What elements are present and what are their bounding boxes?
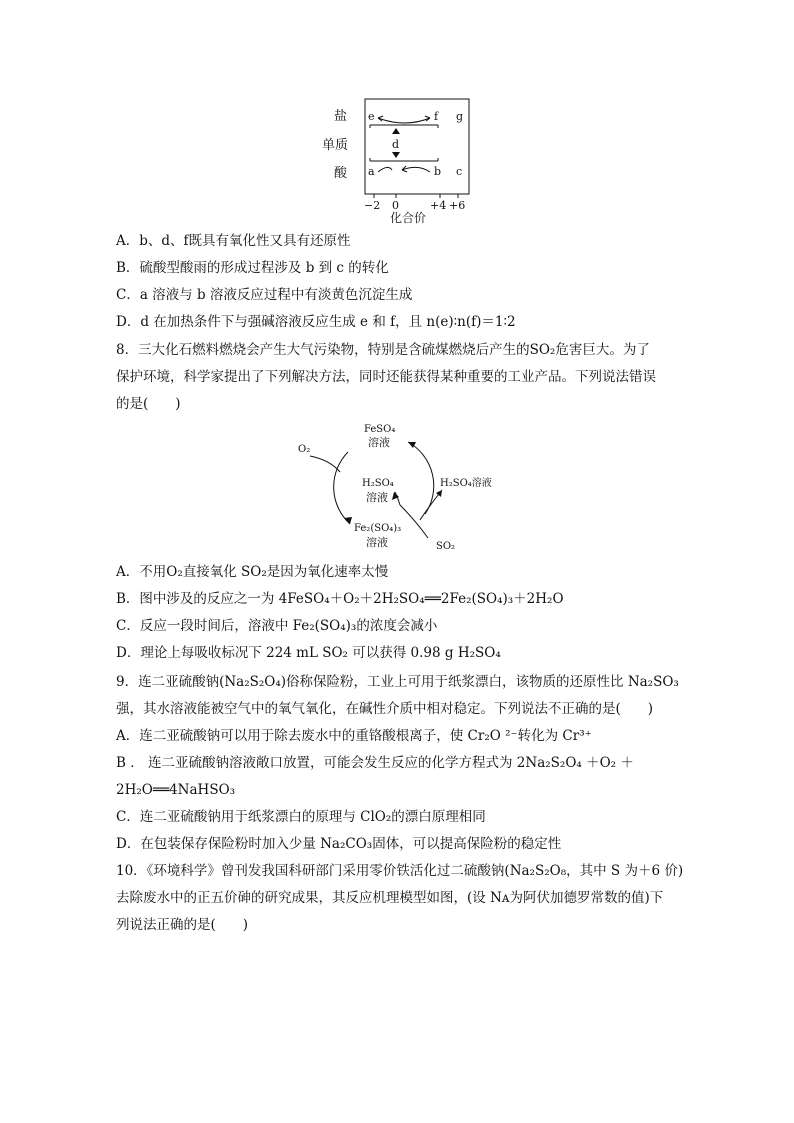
point-d: d — [392, 138, 400, 151]
x-axis-label: 化合价 — [390, 211, 427, 225]
point-g: g — [456, 110, 464, 123]
fig2-so2: SO₂ — [436, 541, 456, 552]
q7-option-b: B．硫酸型酸雨的形成过程涉及 b 到 c 的转化 — [116, 260, 389, 276]
q9-stem-line-2: 强，其水溶液能被空气中的氧气氧化，在碱性介质中相对稳定。下列说法不正确的是( ) — [116, 701, 654, 717]
q8-option-d: D．理论上每吸收标况下 224 mL SO₂ 可以获得 0.98 g H₂SO₄ — [116, 645, 501, 661]
q10-stem-line-2: 去除废水中的正五价砷的研究成果，其反应机理模型如图，(设 Nᴀ为阿伏加德罗常数的值)下 — [116, 890, 664, 906]
point-e: e — [368, 110, 375, 123]
fig2-feso4: FeSO₄ — [364, 424, 396, 435]
q8-option-c: C．反应一段时间后，溶液中 Fe₂(SO₄)₃的浓度会减小 — [116, 618, 438, 634]
q8-stem-line-3: 的是( ) — [116, 396, 181, 412]
fig2-fe2so43-solution: 溶液 — [366, 536, 388, 549]
q10-stem-line-1: 10．《环境科学》曾刊发我国科研部门采用零价铁活化过二硫酸钠(Na₂S₂O₈，其中 S 为＋6 价) — [116, 863, 684, 879]
q9-option-b: B ． 连二亚硫酸钠溶液敞口放置，可能会发生反应的化学方程式为 2Na₂S₂O₄ ＋O₂ ＋ — [116, 755, 634, 771]
q8-option-b: B．图中涉及的反应之一为 4FeSO₄＋O₂＋2H₂SO₄══2Fe₂(SO₄)₃＋2H₂O — [116, 591, 564, 607]
y-label-element: 单质 — [322, 138, 349, 153]
q8-stem-line-1: 8．三大化石燃料燃烧会产生大气污染物，特别是含硫煤燃烧后产生的SO₂危害巨大。为了 — [116, 342, 650, 358]
q9-option-a: A．连二亚硫酸钠可以用于除去废水中的重铬酸根离子，使 Cr₂O ²⁻转化为 Cr³⁺ — [116, 728, 592, 744]
q7-option-c: C．a 溶液与 b 溶液反应过程中有淡黄色沉淀生成 — [116, 287, 413, 303]
fig2-fe2so43: Fe₂(SO₄)₃ — [354, 523, 402, 534]
q10-stem-line-3: 列说法正确的是( ) — [116, 917, 249, 933]
q7-option-d: D．d 在加热条件下与强碱溶液反应生成 e 和 f，且 n(e)∶n(f)＝1∶2 — [116, 314, 516, 330]
x-tick-neg2: −2 — [364, 199, 381, 212]
fig2-o2: O₂ — [298, 444, 311, 455]
q8-option-a: A．不用O₂直接氧化 SO₂是因为氧化速率太慢 — [116, 564, 389, 580]
q9-option-b-cont: 2H₂O══4NaHSO₃ — [116, 782, 236, 798]
fig2-h2so4-solution: 溶液 — [366, 491, 388, 504]
sulfur-cycle-diagram — [290, 420, 510, 555]
q9-option-c: C．连二亚硫酸钠用于纸浆漂白的原理与 ClO₂的漂白原理相同 — [116, 809, 486, 825]
q8-stem-line-2: 保护环境，科学家提出了下列解决方法，同时还能获得某种重要的工业产品。下列说法错误 — [116, 369, 656, 385]
fig2-feso4-solution: 溶液 — [368, 436, 390, 449]
x-tick-pos6: +6 — [449, 199, 466, 212]
fig2-product: H₂SO₄溶液 — [440, 478, 492, 489]
x-tick-pos4: +4 — [430, 199, 447, 212]
point-b: b — [434, 165, 442, 178]
point-c: c — [456, 165, 463, 178]
point-a: a — [368, 165, 375, 178]
y-label-acid: 酸 — [334, 166, 348, 181]
q7-option-a: A．b、d、f既具有氧化性又具有还原性 — [116, 233, 351, 249]
y-label-salt: 盐 — [334, 109, 348, 124]
point-f: f — [434, 110, 439, 123]
fig2-h2so4: H₂SO₄ — [362, 478, 394, 489]
valence-diagram — [322, 92, 480, 225]
q9-stem-line-1: 9．连二亚硫酸钠(Na₂S₂O₄)俗称保险粉，工业上可用于纸浆漂白，该物质的还原性比 Na₂SO₃ — [116, 674, 679, 690]
q9-option-d: D．在包装保存保险粉时加入少量 Na₂CO₃固体，可以提高保险粉的稳定性 — [116, 836, 562, 852]
x-tick-0: 0 — [392, 199, 399, 212]
